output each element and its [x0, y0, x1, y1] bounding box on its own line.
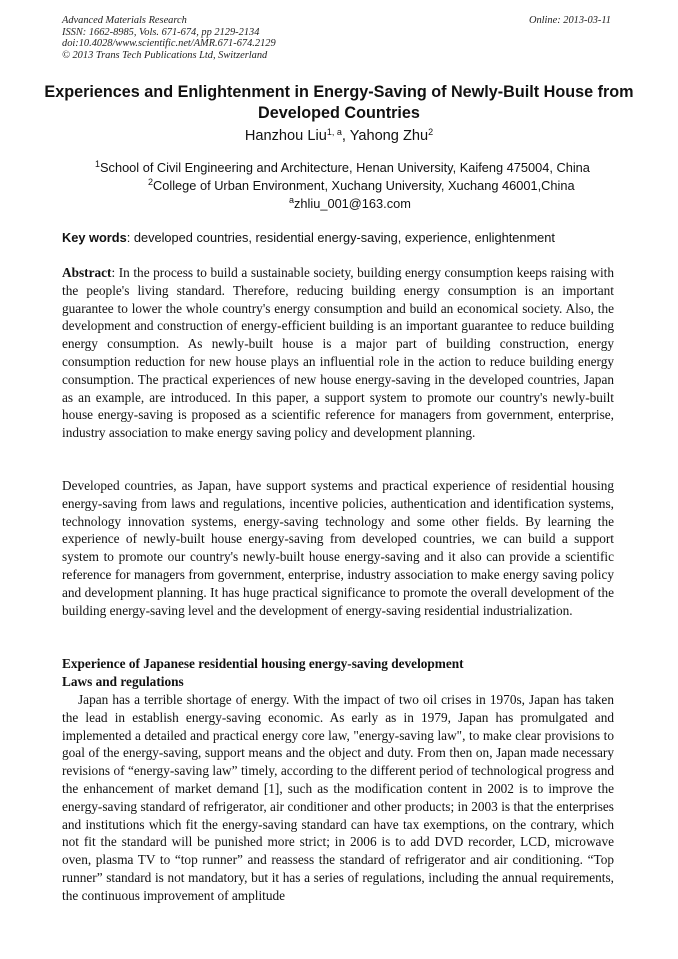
author-2-sup: 2: [428, 127, 434, 137]
abstract-label: Abstract: [62, 265, 112, 280]
email-line: [289, 196, 411, 211]
intro-paragraph: Developed countries, as Japan, have support systems and practical experience of residential housing energy-saving from laws and regulations, incentive policies, authentication and identification systems, technology innovation systems, energy-saving technology and some other fields. By learning the experience of newly-built house energy-saving from developed countries, we can build a support system to promote our country's newly-built house energy-saving and it also can provide a scientific reference for managers from government, enterprise, industry association to make energy saving policy and development planning. It has huge practical significance to promote the overall development of the building energy-saving level and the development of energy-saving residential industrialization.: [62, 478, 614, 618]
author-2: Yahong Zhu: [349, 128, 429, 144]
author-separator: ,: [341, 128, 350, 144]
laws-paragraph: Japan has a terrible shortage of energy. With the impact of two oil crises in 1970s, Japan has taken the lead in establish energy-saving economic. As early as in 1979, Japan has promulgated and implemented a detailed and practical energy core law, "energy-saving law", to make clear provisions to goal of the energy-saving, support means and the object and duty. From then on, Japan made necessary revisions of “energy-saving law” timely, according to the different period of technological progress and the enhancement of market demand [1], such as the modification content in 2002 is to improve the energy-saving standard of refrigerator, air conditioner and other products; in 2003 is that the enterprises and institutions which fit the energy-saving standard can have tax exemptions, on the contrary, which not fit the standard will be punished more strict; in 2006 is to add DVD recorder, LCD, microwave oven, plasma TV to “top runner” and reassess the standard of refrigerator and air conditioning. “Top runner” standard is not mandatory, but it has a series of regulations, including the annual requirements, the continuous improvement of amplitude: [62, 692, 614, 903]
journal-header: [62, 15, 276, 61]
keywords-text: : developed countries, residential energy-saving, experience, enlightenment: [126, 230, 555, 245]
email-sup: a: [289, 195, 295, 205]
section-heading: Experience of Japanese residential housing energy-saving development: [62, 656, 464, 671]
issn-line: ISSN: 1662-8985, Vols. 671-674, pp 2129-2134: [62, 26, 260, 38]
email-link[interactable]: zhliu_001@163.com: [294, 196, 411, 211]
journal-name: Advanced Materials Research: [62, 15, 187, 26]
keywords: [62, 230, 555, 245]
affiliation-2-sup: 2: [148, 177, 154, 187]
author-1: Hanzhou Liu: [244, 128, 327, 144]
subsection-heading: Laws and regulations: [62, 674, 184, 689]
author-1-sup: 1, a: [326, 127, 342, 137]
affiliation-1: $^1$School of Civil Engineering and Architecture, Henan University, Kaifeng 475004, China: [95, 159, 590, 175]
paper-title: Experiences and Enlightenment in Energy-Saving of Newly-Built House from Developed Countries: [44, 83, 634, 122]
keywords-label: Key words: [62, 230, 127, 245]
copyright-line: © 2013 Trans Tech Publications Ltd, Switzerland: [62, 49, 268, 61]
affiliation-2: $^2$College of Urban Environment, Xuchang University, Xuchang 46001,China: [148, 177, 575, 193]
online-date: Online: 2013-03-11: [528, 15, 611, 26]
doi-line: doi:10.4028/www.scientific.net/AMR.671-674.2129: [62, 38, 276, 50]
abstract-text: : In the process to build a sustainable society, building energy consumption keeps raising with the people's living standard. Therefore, reducing building energy consumption is an important guarantee to lower the whole country's energy consumption and build an economical society. Also, the development and construction of energy-efficient building is an important guarantee to reduce building energy consumption. As newly-built house is a major part of building construction, energy consumption reduction for new house plays an influential role in the action to reduce building energy consumption. The practical experiences of new house energy-saving in the developed countries, Japan as an example, are introduced. In this paper, a support system to promote our country's newly-built house energy-saving is proposed as a scientific reference for managers from government, enterprise, industry association to make energy saving policy and development planning.: [62, 265, 614, 441]
abstract: [62, 264, 614, 442]
affiliation-1-sup: 1: [95, 159, 101, 169]
author-line: [0, 128, 678, 144]
